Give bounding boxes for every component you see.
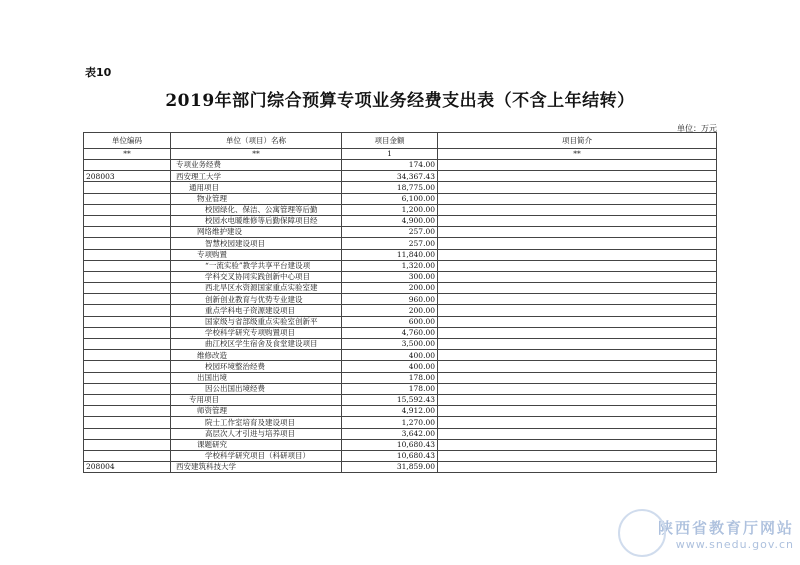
amount-cell: 10,680.43 [342,450,438,461]
amount-cell: 257.00 [342,238,438,249]
description-cell [438,204,717,215]
description-cell [438,394,717,405]
table-row [84,283,717,294]
site-watermark [658,517,794,551]
header-unit-code: 单位编码 [84,133,171,149]
unit-code-cell [84,193,171,204]
table-row [84,462,717,473]
unit-code-cell [84,327,171,338]
amount-cell: 6,100.00 [342,193,438,204]
amount-cell: 18,775.00 [342,182,438,193]
item-name-cell: 学科交叉协同实践创新中心项目 [171,271,342,282]
amount-cell: 15,592.43 [342,394,438,405]
table-row [84,204,717,215]
amount-cell: 4,760.00 [342,327,438,338]
unit-code-cell [84,439,171,450]
description-cell [438,316,717,327]
description-cell [438,193,717,204]
unit-code-cell [84,305,171,316]
unit-code-cell [84,417,171,428]
description-cell [438,428,717,439]
description-cell [438,249,717,260]
table-row [84,193,717,204]
unit-code-cell [84,450,171,461]
item-name-cell: 校园绿化、保洁、公寓管理等后勤 [171,204,342,215]
table-row [84,439,717,450]
item-name-cell: 专用项目 [171,394,342,405]
table-row [84,406,717,417]
description-cell [438,406,717,417]
item-name-cell: 网络维护建设 [171,227,342,238]
table-row [84,450,717,461]
amount-cell: 200.00 [342,283,438,294]
description-cell [438,327,717,338]
table-row [84,383,717,394]
unit-code-cell [84,271,171,282]
watermark-site-name: 陕西省教育厅网站 [657,519,794,537]
description-cell [438,182,717,193]
document-title: 2019年部门综合预算专项业务经费支出表（不含上年结转） [165,91,635,111]
description-cell [438,271,717,282]
unit-code-cell [84,227,171,238]
unit-code-cell [84,316,171,327]
unit-code-cell [84,294,171,305]
unit-code-cell [84,260,171,271]
unit-code-cell: 208004 [84,462,171,473]
table-row [84,327,717,338]
table-row [84,350,717,361]
description-cell [438,260,717,271]
table-row [84,227,717,238]
marker-cell: ** [438,149,717,160]
table-row [84,339,717,350]
unit-code-cell [84,182,171,193]
unit-code-cell [84,394,171,405]
item-name-cell: 创新创业教育与优势专业建设 [171,294,342,305]
amount-cell: 11,840.00 [342,249,438,260]
item-name-cell: 因公出国出境经费 [171,383,342,394]
description-cell [438,372,717,383]
item-name-cell: 学校科学研究专项购置项目 [171,327,342,338]
description-cell [438,417,717,428]
amount-cell: 4,912.00 [342,406,438,417]
item-name-cell: 出国出境 [171,372,342,383]
unit-code-cell: 208003 [84,171,171,182]
item-name-cell: 专项购置 [171,249,342,260]
header-row [84,133,717,149]
amount-cell: 4,900.00 [342,215,438,226]
description-cell [438,215,717,226]
amount-cell: 1,200.00 [342,204,438,215]
description-cell [438,339,717,350]
item-name-cell: 维修改造 [171,350,342,361]
amount-cell: 31,859.00 [342,462,438,473]
unit-code-cell [84,283,171,294]
item-name-cell: 曲江校区学生宿舍及食堂建设项目 [171,339,342,350]
item-name-cell: 物业管理 [171,193,342,204]
unit-code-cell [84,372,171,383]
table-row [84,249,717,260]
item-name-cell: 通用项目 [171,182,342,193]
description-cell [438,238,717,249]
table-number: 表10 [85,66,112,79]
table-row [84,394,717,405]
item-name-cell: 高层次人才引进与培养项目 [171,428,342,439]
amount-cell: 3,642.00 [342,428,438,439]
description-cell [438,361,717,372]
description-cell [438,439,717,450]
table-row [84,294,717,305]
unit-code-cell [84,204,171,215]
unit-code-cell [84,238,171,249]
unit-code-cell [84,215,171,226]
table-row [84,160,717,171]
table-row [84,238,717,249]
description-cell [438,305,717,316]
description-cell [438,350,717,361]
amount-cell: 174.00 [342,160,438,171]
unit-code-cell [84,361,171,372]
amount-cell: 1,270.00 [342,417,438,428]
marker-cell: ** [84,149,171,160]
amount-cell: 3,500.00 [342,339,438,350]
item-name-cell: 校园水电暖维修等后勤保障项目经 [171,215,342,226]
table-row [84,182,717,193]
header-amount: 项目金额 [342,133,438,149]
item-name-cell: “一流实验”教学共享平台建设项 [171,260,342,271]
unit-code-cell [84,383,171,394]
watermark-url: www.snedu.gov.cn [675,538,794,551]
item-name-cell: 师资管理 [171,406,342,417]
table-row [84,417,717,428]
description-cell [438,283,717,294]
unit-code-cell [84,350,171,361]
table-row [84,372,717,383]
table-row [84,215,717,226]
description-cell [438,450,717,461]
table-body [84,149,717,473]
description-cell [438,294,717,305]
unit-code-cell [84,249,171,260]
table-row [84,428,717,439]
marker-row [84,149,717,160]
description-cell [438,227,717,238]
header-description: 项目简介 [438,133,717,149]
amount-cell: 10,680.43 [342,439,438,450]
item-name-cell: 西安理工大学 [171,171,342,182]
unit-code-cell [84,406,171,417]
amount-cell: 178.00 [342,372,438,383]
amount-cell: 178.00 [342,383,438,394]
item-name-cell: 智慧校园建设项目 [171,238,342,249]
marker-cell: ** [171,149,342,160]
table-row [84,305,717,316]
unit-code-cell [84,160,171,171]
amount-cell: 1,320.00 [342,260,438,271]
item-name-cell: 院士工作室培育及建设项目 [171,417,342,428]
item-name-cell: 校园环境整治经费 [171,361,342,372]
item-name-cell: 西安建筑科技大学 [171,462,342,473]
amount-cell: 257.00 [342,227,438,238]
table-row [84,260,717,271]
unit-code-cell [84,339,171,350]
description-cell [438,171,717,182]
table-row [84,171,717,182]
description-cell [438,160,717,171]
item-name-cell: 重点学科电子资源建设项目 [171,305,342,316]
item-name-cell: 学校科学研究项目（科研项目） [171,450,342,461]
description-cell [438,383,717,394]
unit-code-cell [84,428,171,439]
amount-cell: 200.00 [342,305,438,316]
amount-cell: 400.00 [342,361,438,372]
amount-cell: 600.00 [342,316,438,327]
table-row [84,361,717,372]
amount-cell: 34,367.43 [342,171,438,182]
header-unit-name: 单位（项目）名称 [171,133,342,149]
amount-cell: 960.00 [342,294,438,305]
description-cell [438,462,717,473]
table-row [84,316,717,327]
budget-table [83,132,717,473]
watermark-logo-icon [618,509,666,557]
amount-cell: 400.00 [342,350,438,361]
item-name-cell: 西北旱区水资源国家重点实验室建 [171,283,342,294]
marker-cell: 1 [342,149,438,160]
item-name-cell: 国家级与省部级重点实验室创新平 [171,316,342,327]
item-name-cell: 课题研究 [171,439,342,450]
table-row [84,271,717,282]
amount-cell: 300.00 [342,271,438,282]
unit-label: 单位：万元 [677,124,717,133]
item-name-cell: 专项业务经费 [171,160,342,171]
